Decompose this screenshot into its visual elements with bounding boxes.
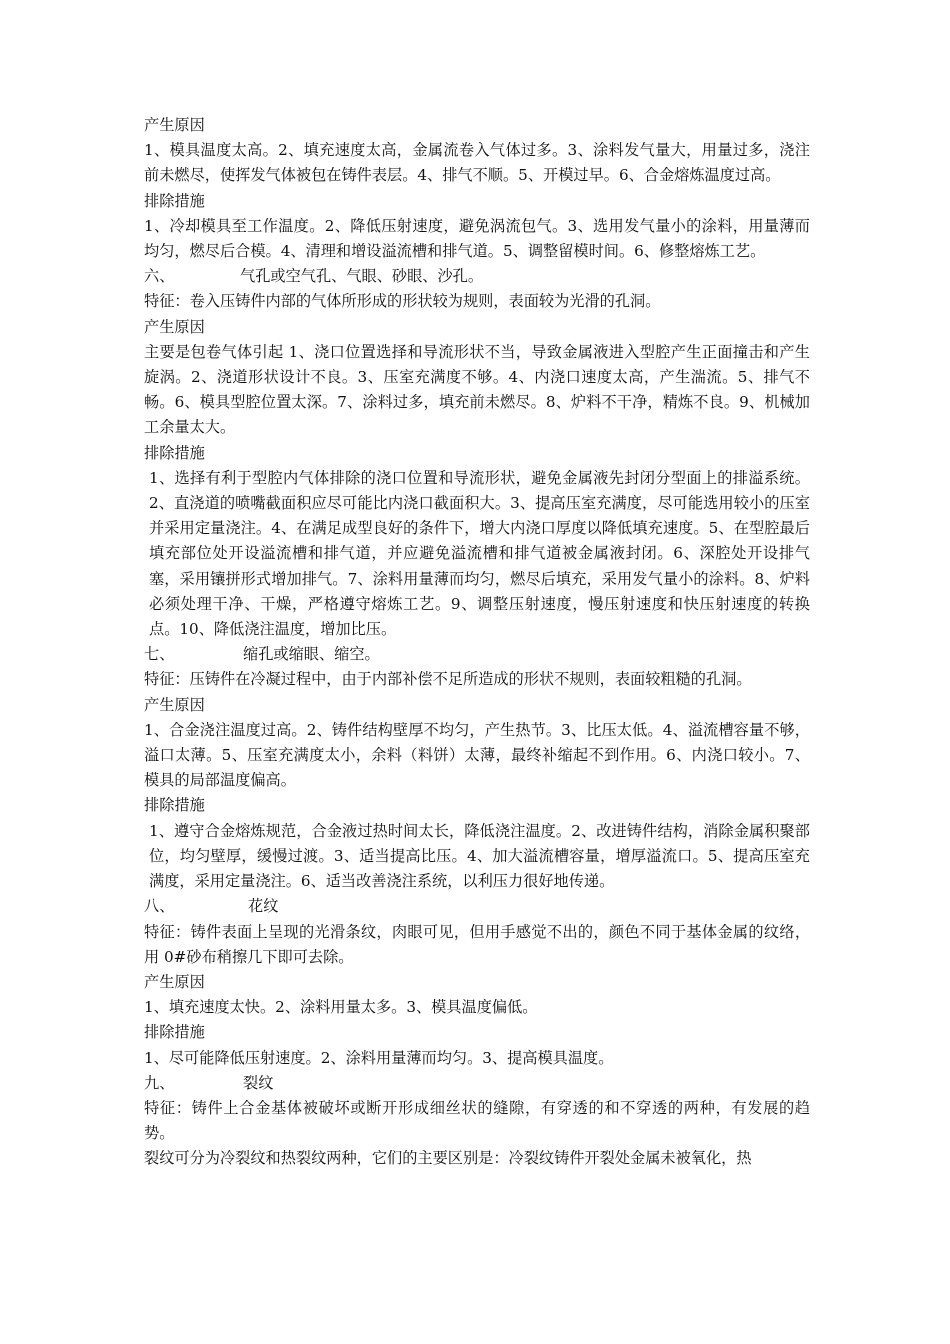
fix-label: 排除措施	[144, 796, 205, 815]
cause-label: 产生原因	[144, 695, 205, 714]
section-number: 九、	[144, 1073, 175, 1092]
section-number: 七、	[144, 645, 175, 664]
section-number: 六、	[144, 267, 175, 286]
fix-text: 1、遵守合金熔炼规范，合金液过热时间太长，降低浇注温度。2、改进铸件结构，消除金属积聚部位，均匀壁厚，缓慢过渡。3、适当提高比压。4、加大溢流槽容量，增厚溢流口。5、提高压室充满度，采用定量浇注。6、适当改善浇注系统，以利压力很好地传递。	[149, 821, 810, 891]
section-title: 花纹	[248, 897, 279, 916]
feature-text: 特征：压铸件在冷凝过程中，由于内部补偿不足所造成的形状不规则，表面较粗糙的孔洞。	[144, 670, 752, 689]
cause-label: 产生原因	[144, 317, 205, 336]
body-text: 裂纹可分为冷裂纹和热裂纹两种，它们的主要区别是：冷裂纹铸件开裂处金属未被氧化，热	[144, 1149, 752, 1168]
feature-text: 特征：铸件上合金基体被破坏或断开形成细丝状的缝隙，有穿透的和不穿透的两种，有发展的趋势。	[144, 1098, 810, 1143]
section-number: 八、	[144, 897, 175, 916]
fix-text: 1、选择有利于型腔内气体排除的浇口位置和导流形状，避免金属液先封闭分型面上的排溢系统。2、直浇道的喷嘴截面积应尽可能比内浇口截面积大。3、提高压室充满度，尽可能选用较小的压室并采用定量浇注。4、在满足成型良好的条件下，增大内浇口厚度以降低填充速度。5、在型腔最后填充部位处开设溢流槽和排气道，并应避免溢流槽和排气道被金属液封闭。6、深腔处开设排气塞，采用镶拼形式增加排气。7、涂料用量薄而均匀，燃尽后填充，采用发气量小的涂料。8、炉料必须处理干净、干燥，严格遵守熔炼工艺。9、调整压射速度，慢压射速度和快压射速度的转换点。10、降低浇注温度，增加比压。	[149, 468, 810, 639]
cause-label: 产生原因	[144, 116, 205, 134]
fix-label: 排除措施	[144, 1023, 205, 1042]
section-title: 裂纹	[243, 1073, 274, 1092]
section-heading-nine	[144, 1071, 810, 1096]
feature-text: 特征：卷入压铸件内部的气体所形成的形状较为规则，表面较为光滑的孔洞。	[144, 292, 661, 311]
section-heading-seven	[144, 642, 810, 667]
fix-text: 1、冷却模具至工作温度。2、降低压射速度，避免涡流包气。3、选用发气量小的涂料，用量薄而均匀，燃尽后合模。4、清理和增设溢流槽和排气道。5、调整留模时间。6、修整熔炼工艺。	[144, 216, 810, 261]
section-heading-eight	[144, 894, 810, 919]
cause-text: 1、合金浇注温度过高。2、铸件结构壁厚不均匀，产生热节。3、比压太低。4、溢流槽容量不够，溢口太薄。5、压室充满度太小，余料（料饼）太薄，最终补缩起不到作用。6、内浇口较小。7、模具的局部温度偏高。	[144, 720, 810, 790]
feature-text: 特征：铸件表面上呈现的光滑条纹，肉眼可见，但用手感觉不出的，颜色不同于基体金属的纹络，用 0#砂布稍擦几下即可去除。	[144, 922, 810, 966]
cause-text: 1、模具温度太高。2、填充速度太高，金属流卷入气体过多。3、涂料发气量大，用量过多，浇注前未燃尽，使挥发气体被包在铸件表层。4、排气不顺。5、开模过早。6、合金熔炼温度过高。	[144, 141, 810, 185]
section-title: 气孔或空气孔、气眼、砂眼、沙孔。	[240, 267, 483, 286]
fix-label: 排除措施	[144, 191, 205, 210]
cause-text: 主要是包卷气体引起 1、浇口位置选择和导流形状不当，导致金属液进入型腔产生正面撞击和产生旋涡。2、浇道形状设计不良。3、压室充满度不够。4、内浇口速度太高，产生湍流。5、排气不畅。6、模具型腔位置太深。7、涂料过多，填充前未燃尽。8、炉料不干净，精炼不良。9、机械加工余量太大。	[144, 342, 810, 437]
document-page	[144, 113, 810, 1172]
fix-text: 1、尽可能降低压射速度。2、涂料用量薄而均匀。3、提高模具温度。	[144, 1048, 614, 1067]
fix-label: 排除措施	[144, 443, 205, 462]
section-heading-six	[144, 264, 810, 289]
cause-label: 产生原因	[144, 972, 205, 991]
cause-text: 1、填充速度太快。2、涂料用量太多。3、模具温度偏低。	[144, 998, 538, 1017]
section-title: 缩孔或缩眼、缩空。	[243, 645, 380, 664]
